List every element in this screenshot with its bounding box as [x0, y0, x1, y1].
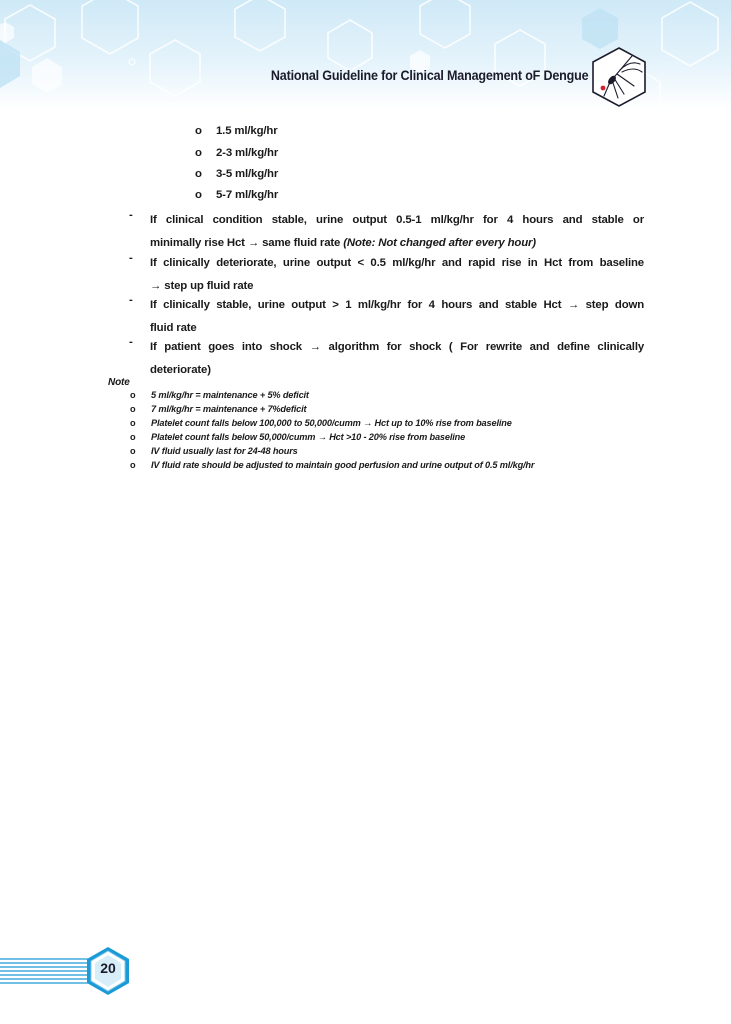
note-heading: Note — [108, 377, 130, 388]
rate-item: o 1.5 ml/kg/hr — [195, 125, 278, 137]
rate-item: o 3-5 ml/kg/hr — [195, 168, 279, 180]
rate-item: o 2-3 ml/kg/hr — [195, 147, 279, 159]
page-number: 20 — [100, 960, 116, 976]
header-band — [0, 0, 731, 110]
document-title: National Guideline for Clinical Management oF Dengue — [270, 68, 588, 83]
mosquito-icon — [590, 46, 648, 108]
rate-item: o 5-7 ml/kg/hr — [195, 189, 279, 201]
